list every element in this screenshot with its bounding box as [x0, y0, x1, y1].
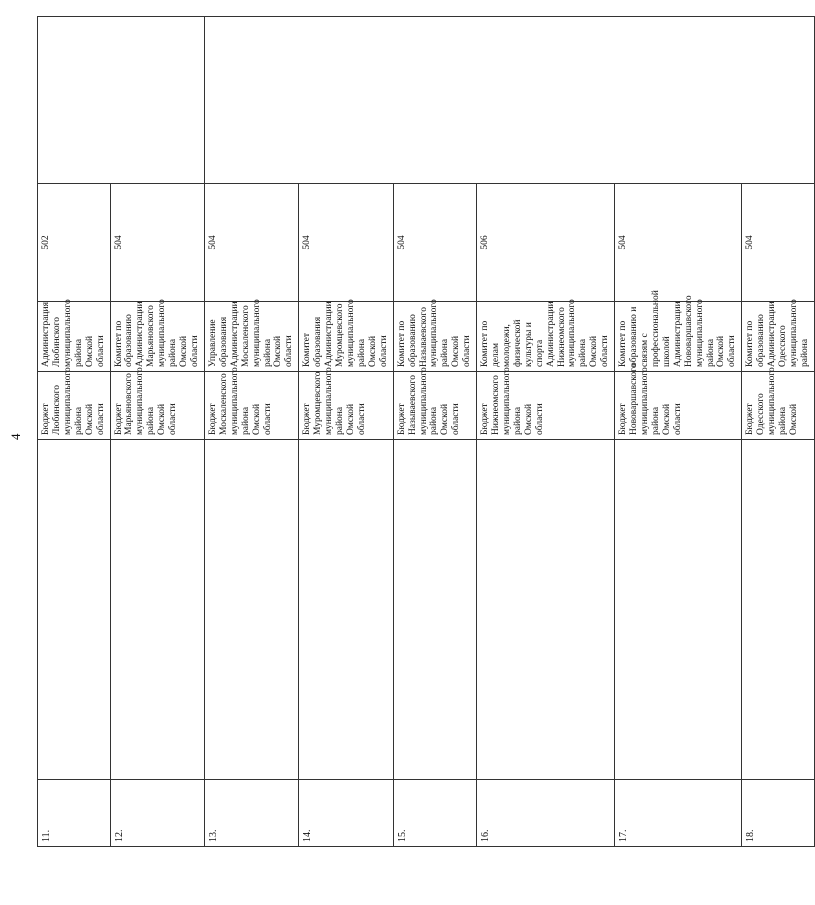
empty-cell — [742, 440, 815, 780]
code-cell: 504 — [742, 184, 815, 302]
row-number: 17. — [615, 780, 742, 847]
budget-name-cell: Бюджет Нижнеомского муниципального района Омской области — [477, 372, 615, 440]
budget-name-cell: Бюджет Москаленского муниципального района Омской области — [204, 372, 298, 440]
empty-cell — [393, 440, 476, 780]
budget-table — [37, 16, 815, 847]
administrator-cell: Администрация Любинского муниципального района Омской области — [38, 302, 111, 372]
empty-cell — [110, 440, 204, 780]
administrator-cell: Комитет по делам молодежи, физической культуры и спорта Администрации Нижнеомского муниципального района Омской области — [477, 302, 615, 372]
budget-name-cell: Бюджет Нововаршавского муниципального района Омской области — [615, 372, 742, 440]
empty-cell — [38, 440, 111, 780]
code-cell: 504 — [299, 184, 393, 302]
row-number: 12. — [110, 780, 204, 847]
row-number: 15. — [393, 780, 476, 847]
budget-name-cell: Бюджет Любинского муниципального района Омской области — [38, 372, 111, 440]
administrator-cell: Управление образования Администрации Москаленского муниципального района Омской области — [204, 302, 298, 372]
table-row — [38, 17, 111, 847]
code-cell: 504 — [110, 184, 204, 302]
administrator-cell: Комитет по образованию Называевского муниципального района Омской области — [393, 302, 476, 372]
budget-name-cell: Бюджет Называевского муниципального района Омской области — [393, 372, 476, 440]
empty-cell — [299, 440, 393, 780]
administrator-cell: Комитет по образованию Администрации Одесского муниципального района — [742, 302, 815, 372]
empty-cell — [477, 440, 615, 780]
page-number: 4 — [8, 433, 23, 440]
code-cell: 506 — [477, 184, 615, 302]
empty-cell — [204, 17, 814, 184]
code-cell: 504 — [393, 184, 476, 302]
administrator-cell: Комитет по образованию и связям с профессиональной школой Администрации Нововаршавского муниципального района Омской области — [615, 302, 742, 372]
row-number: 11. — [38, 780, 111, 847]
budget-name-cell: Бюджет Одесского муниципального района Омской — [742, 372, 815, 440]
empty-cell — [615, 440, 742, 780]
table-row — [204, 17, 298, 847]
administrator-cell: Комитет по образованию Администрации Марьяновского муниципального района Омской области — [110, 302, 204, 372]
rotated-page-content — [37, 17, 810, 847]
administrator-cell: Комитет образования Администрации Муромцевского муниципального района Омской области — [299, 302, 393, 372]
row-number: 13. — [204, 780, 298, 847]
empty-cell — [38, 17, 205, 184]
row-number: 18. — [742, 780, 815, 847]
row-number: 14. — [299, 780, 393, 847]
budget-name-cell: Бюджет Муромцевского муниципального района Омской области — [299, 372, 393, 440]
code-cell: 502 — [38, 184, 111, 302]
row-number: 16. — [477, 780, 615, 847]
code-cell: 504 — [204, 184, 298, 302]
code-cell: 504 — [615, 184, 742, 302]
empty-cell — [204, 440, 298, 780]
budget-name-cell: Бюджет Марьяновского муниципального района Омской области — [110, 372, 204, 440]
